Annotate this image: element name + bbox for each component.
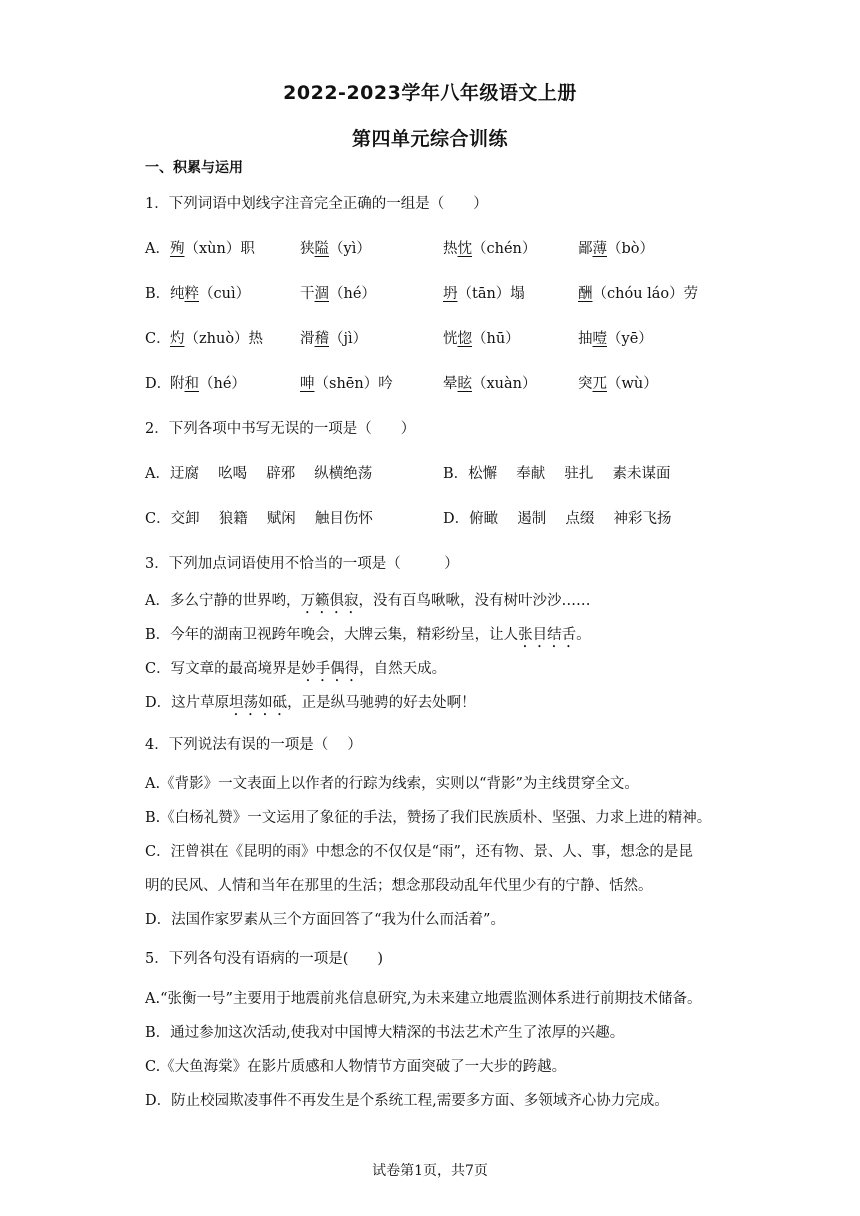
q1-stem: 1．下列词语中划线字注音完全正确的一组是（ ） — [145, 196, 488, 212]
q5-option-c: C.《大鱼海棠》在影片质感和人物情节方面突破了一大步的跨越。 — [145, 1059, 567, 1075]
q1-option-c-word: 恍惚（hū） — [443, 331, 520, 347]
q1-option-b-letter: B． — [145, 286, 171, 302]
page-footer: 试卷第1页，共7页 — [372, 1163, 488, 1179]
q4-option-b: B.《白杨礼赞》一文运用了象征的手法，赞扬了我们民族质朴、坚强、力求上进的精神。 — [145, 810, 712, 826]
q3-option-a: A．多么宁静的世界哟，万籁俱寂，没有百鸟啾啾，没有树叶沙沙…… — [145, 593, 591, 609]
q1-option-d-word: 附和（hé） — [170, 376, 246, 392]
q4-option-c: C．汪曾祺在《昆明的雨》中想念的不仅仅是“雨”，还有物、景、人、事，想念的是昆 — [145, 844, 693, 860]
q3-option-c: C．写文章的最高境界是妙手偶得，自然天成。 — [145, 661, 447, 677]
q1-option-d-word: 突兀（wù） — [578, 376, 658, 392]
q2-option-a: A．迂腐 吆喝 辟邪 纵横绝荡 — [145, 466, 373, 482]
q1-option-a-word: 鄙薄（bò） — [578, 241, 655, 257]
q3-option-d: D．这片草原坦荡如砥，正是纵马驰骋的好去处啊！ — [145, 695, 476, 711]
q1-option-b-word: 坍（tān）塌 — [443, 286, 525, 302]
q2-option-d: D．俯瞰 遏制 点缀 神彩飞扬 — [443, 511, 672, 527]
q5-option-b: B．通过参加这次活动,使我对中国博大精深的书法艺术产生了浓厚的兴趣。 — [145, 1025, 625, 1041]
q1-option-a-letter: A． — [145, 241, 170, 257]
q1-option-c-word: 抽噎（yē） — [578, 331, 653, 347]
q4-option-c-cont: 明的民风、人情和当年在那里的生活；想念那段动乱年代里少有的宁静、恬然。 — [145, 878, 653, 894]
q5-option-a: A.“张衡一号”主要用于地震前兆信息研究,为未来建立地震监测体系进行前期技术储备。 — [145, 991, 702, 1007]
q4-stem: 4．下列说法有误的一项是（ ） — [145, 737, 362, 753]
q4-option-d: D．法国作家罗素从三个方面回答了“我为什么而活着”。 — [145, 912, 505, 928]
q1-option-a-word: 狭隘（yì） — [300, 241, 371, 257]
unit-title: 第四单元综合训练 — [351, 128, 508, 150]
q3-option-b: B．今年的湖南卫视跨年晚会，大牌云集，精彩纷呈，让人张目结舌。 — [145, 627, 591, 643]
q5-option-d: D．防止校园欺凌事件不再发生是个系统工程,需要多方面、多领域齐心协力完成。 — [145, 1093, 669, 1109]
q5-stem: 5．下列各句没有语病的一项是( ) — [145, 951, 384, 967]
q1-option-c-letter: C． — [145, 331, 171, 347]
q4-option-a: A.《背影》一文表面上以作者的行踪为线索，实则以“背影”为主线贯穿全文。 — [145, 776, 639, 792]
q1-option-a-word: 殉（xùn）职 — [170, 241, 255, 257]
q1-option-d-letter: D． — [145, 376, 172, 392]
q1-option-b-word: 酬（chóu láo）劳 — [578, 286, 699, 302]
exam-title: 2022-2023学年八年级语文上册 — [283, 82, 577, 104]
q2-option-c: C．交卸 狼籍 赋闲 触目伤怀 — [145, 511, 373, 527]
q1-option-c-word: 灼（zhuò）热 — [170, 331, 264, 347]
q1-option-c-word: 滑稽（jì） — [300, 331, 368, 347]
q2-option-b: B．松懈 奉献 驻扎 素未谋面 — [443, 466, 671, 482]
q3-stem: 3．下列加点词语使用不恰当的一项是（ ） — [145, 556, 459, 572]
q1-option-a-word: 热忱（chén） — [443, 241, 537, 257]
section-heading: 一、积累与运用 — [145, 160, 243, 176]
q1-option-b-word: 纯粹（cuì） — [170, 286, 251, 302]
q1-option-b-word: 干涸（hé） — [300, 286, 376, 302]
q1-option-d-word: 晕眩（xuàn） — [443, 376, 537, 392]
q2-stem: 2．下列各项中书写无误的一项是（ ） — [145, 421, 416, 437]
q1-option-d-word: 呻（shēn）吟 — [300, 376, 393, 392]
